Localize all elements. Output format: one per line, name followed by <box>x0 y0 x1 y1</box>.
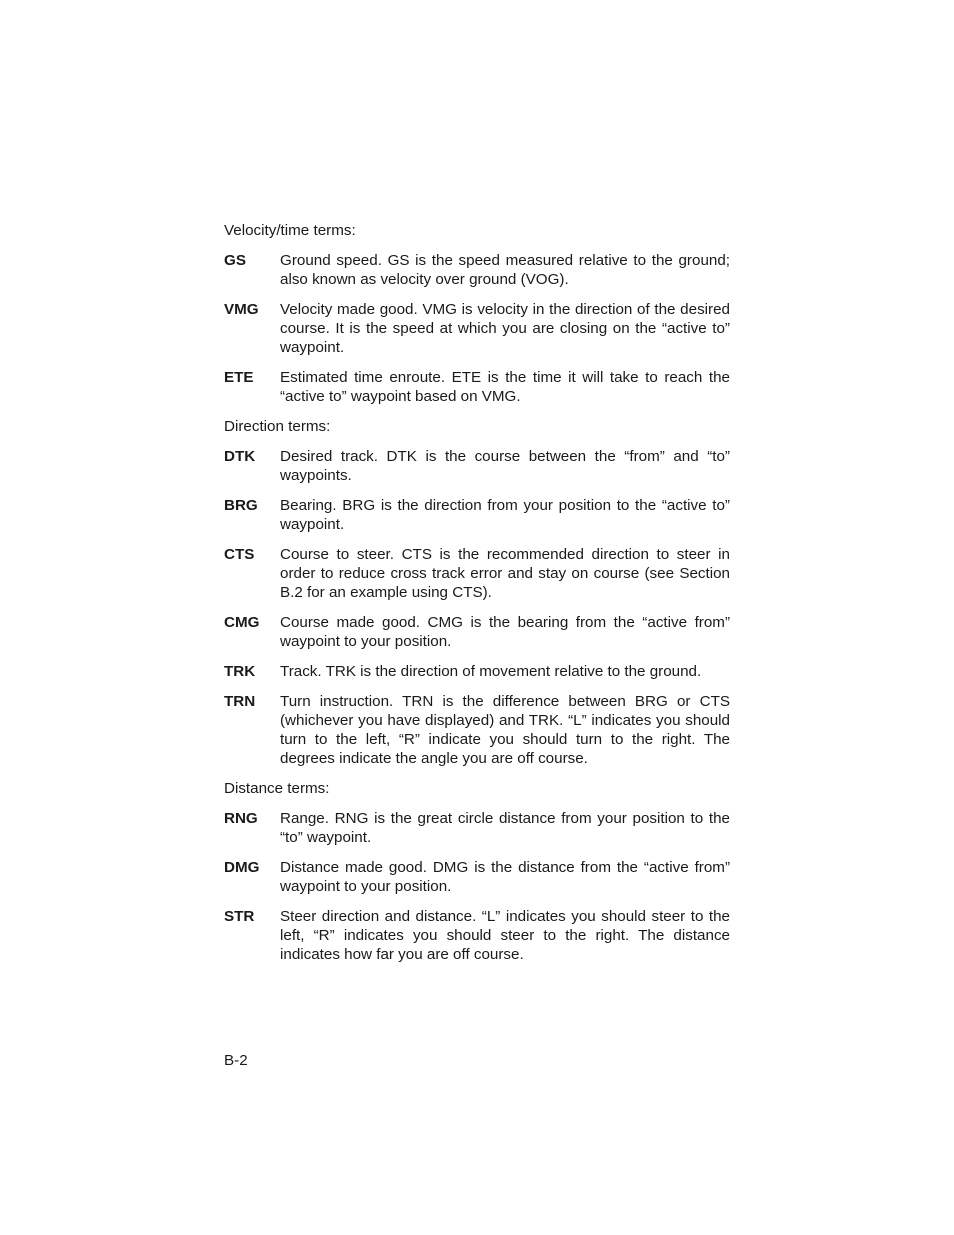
term-definition: Course to steer. CTS is the recommended direction to steer in order to reduce cross track error and stay on course (see Section B.2 for an example using CTS). <box>280 546 730 601</box>
section-heading-direction: Direction terms: <box>224 418 331 435</box>
section-heading-velocity-time: Velocity/time terms: <box>224 222 356 239</box>
term-definition: Range. RNG is the great circle distance from your position to the “to” waypoint. <box>280 810 730 846</box>
term-entry-str <box>224 907 730 964</box>
term-entry-rng <box>224 809 730 847</box>
term-entry-brg <box>224 496 730 534</box>
term-definition: Distance made good. DMG is the distance from the “active from” waypoint to your position. <box>280 859 730 895</box>
term-abbreviation: ETE <box>224 369 254 386</box>
term-definition: Velocity made good. VMG is velocity in the direction of the desired course. It is the speed at which you are closing on the “active to” waypoint. <box>280 301 730 356</box>
term-entry-trn <box>224 692 730 768</box>
term-abbreviation: DMG <box>224 859 260 876</box>
term-definition: Bearing. BRG is the direction from your position to the “active to” waypoint. <box>280 497 730 533</box>
term-definition: Turn instruction. TRN is the difference between BRG or CTS (whichever you have displayed) and TRK. “L” indicates you should turn to the left, “R” indicate you should turn to the right. The degrees indicate the angle you are off course. <box>280 693 730 767</box>
term-abbreviation: BRG <box>224 497 258 514</box>
term-abbreviation: VMG <box>224 301 259 318</box>
term-entry-dtk <box>224 447 730 485</box>
term-definition: Course made good. CMG is the bearing from the “active from” waypoint to your position. <box>280 614 730 650</box>
term-abbreviation: GS <box>224 252 246 269</box>
term-entry-ete <box>224 368 730 406</box>
term-entry-dmg <box>224 858 730 896</box>
term-entry-gs <box>224 251 730 289</box>
term-abbreviation: DTK <box>224 448 256 465</box>
term-abbreviation: RNG <box>224 810 258 827</box>
term-abbreviation: CMG <box>224 614 260 631</box>
term-abbreviation: TRK <box>224 663 256 680</box>
section-heading-distance: Distance terms: <box>224 780 330 797</box>
term-entry-cts <box>224 545 730 602</box>
term-entry-cmg <box>224 613 730 651</box>
term-entry-trk <box>224 662 730 681</box>
term-abbreviation: STR <box>224 908 255 925</box>
term-definition: Estimated time enroute. ETE is the time it will take to reach the “active to” waypoint based on VMG. <box>280 369 730 405</box>
term-definition: Steer direction and distance. “L” indicates you should steer to the left, “R” indicates you should steer to the right. The distance indicates how far you are off course. <box>280 908 730 963</box>
term-entry-vmg <box>224 300 730 357</box>
page-number: B-2 <box>224 1052 248 1069</box>
term-abbreviation: TRN <box>224 693 256 710</box>
document-body <box>224 221 730 975</box>
term-abbreviation: CTS <box>224 546 255 563</box>
term-definition: Track. TRK is the direction of movement relative to the ground. <box>280 663 702 680</box>
term-definition: Ground speed. GS is the speed measured relative to the ground; also known as velocity over ground (VOG). <box>280 252 730 288</box>
term-definition: Desired track. DTK is the course between the “from” and “to” waypoints. <box>280 448 730 484</box>
